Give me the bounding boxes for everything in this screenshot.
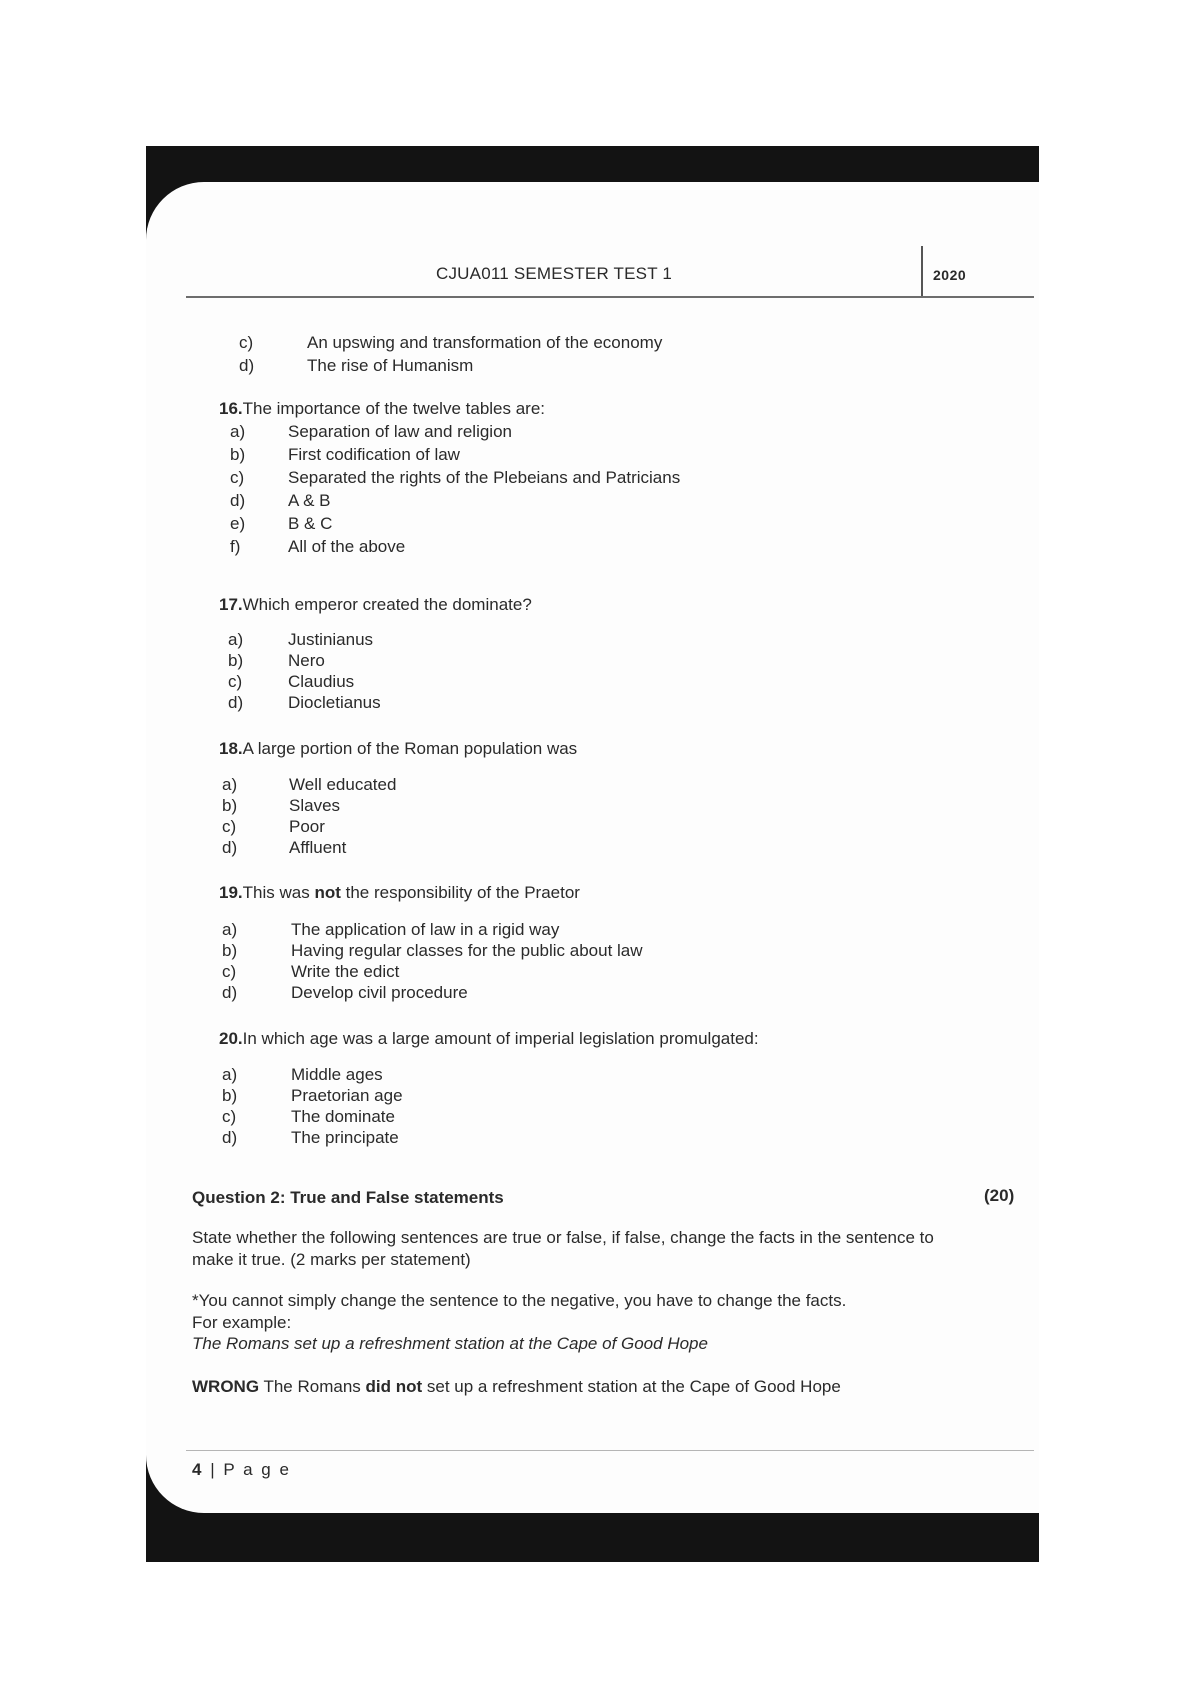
option-text: The dominate <box>291 1107 395 1126</box>
option-letter: a) <box>222 920 238 939</box>
option-letter: b) <box>222 796 238 815</box>
wrong-text-start: The Romans <box>259 1377 366 1396</box>
option-text: Well educated <box>289 775 397 794</box>
option-letter: a) <box>222 1065 238 1084</box>
question-text: The importance of the twelve tables are: <box>242 399 546 418</box>
option-letter: d) <box>228 693 244 712</box>
wrong-text-emphasis: did not <box>365 1377 423 1396</box>
page-header <box>186 246 1034 298</box>
question-stem <box>219 738 577 760</box>
scan-frame <box>146 146 1039 1562</box>
option-letter: c) <box>230 468 245 487</box>
question-text-emphasis: not <box>314 883 341 902</box>
option-letter: a) <box>228 630 244 649</box>
wrong-example <box>192 1376 841 1398</box>
footer-divider <box>186 1450 1034 1451</box>
page-label: | P a g e <box>203 1460 291 1479</box>
header-title: CJUA011 SEMESTER TEST 1 <box>436 264 673 283</box>
option-letter: b) <box>228 651 244 670</box>
instruction-line-2: make it true. (2 marks per statement) <box>192 1250 471 1269</box>
instruction-note: *You cannot simply change the sentence to the negative, you have to change the facts. <box>192 1291 847 1310</box>
question-text: Which emperor created the dominate? <box>242 595 532 614</box>
option-text: An upswing and transformation of the economy <box>307 333 663 352</box>
option-letter: a) <box>222 775 238 794</box>
page-number: 4 <box>192 1460 204 1479</box>
option-letter: f) <box>230 537 241 556</box>
option-text: The application of law in a rigid way <box>291 920 560 939</box>
option-letter: d) <box>222 983 238 1002</box>
option-text: Develop civil procedure <box>291 983 468 1002</box>
option-letter: e) <box>230 514 246 533</box>
option-letter: a) <box>230 422 246 441</box>
option-text: Having regular classes for the public about law <box>291 941 643 960</box>
section-marks: (20) <box>984 1186 1015 1205</box>
example-sentence: The Romans set up a refreshment station at the Cape of Good Hope <box>192 1334 708 1353</box>
option-letter: d) <box>222 1128 238 1147</box>
option-letter: b) <box>230 445 246 464</box>
header-divider <box>921 246 923 296</box>
question-number: 20. <box>219 1029 243 1048</box>
option-text: Nero <box>288 651 325 670</box>
option-text: Justinianus <box>288 630 374 649</box>
option-text: Claudius <box>288 672 355 691</box>
page-footer <box>192 1460 291 1480</box>
wrong-label: WRONG <box>192 1377 260 1396</box>
option-text: Separation of law and religion <box>288 422 512 441</box>
option-text: Poor <box>289 817 325 836</box>
wrong-text-end: set up a refreshment station at the Cape of Good Hope <box>422 1377 841 1396</box>
option-letter: c) <box>222 817 237 836</box>
option-letter: d) <box>239 356 255 375</box>
option-letter: c) <box>239 333 254 352</box>
option-text: Affluent <box>289 838 347 857</box>
question-number: 18. <box>219 739 243 758</box>
option-text: Diocletianus <box>288 693 381 712</box>
header-year: 2020 <box>933 267 967 283</box>
option-text: B & C <box>288 514 333 533</box>
question-number: 16. <box>219 399 243 418</box>
example-label: For example: <box>192 1313 292 1332</box>
option-letter: d) <box>222 838 238 857</box>
option-text: Middle ages <box>291 1065 383 1084</box>
question-stem <box>219 594 532 616</box>
option-text: Write the edict <box>291 962 400 981</box>
question-stem <box>219 882 580 904</box>
option-text: Praetorian age <box>291 1086 403 1105</box>
option-letter: d) <box>230 491 246 510</box>
option-letter: c) <box>222 962 237 981</box>
option-text: A & B <box>288 491 331 510</box>
question-text-end: the responsibility of the Praetor <box>340 883 580 902</box>
option-letter: b) <box>222 941 238 960</box>
question-text: In which age was a large amount of imperial legislation promulgated: <box>242 1029 759 1048</box>
option-text: Slaves <box>289 796 341 815</box>
option-text: Separated the rights of the Plebeians and Patricians <box>288 468 681 487</box>
option-text: The principate <box>291 1128 399 1147</box>
question-number: 17. <box>219 595 243 614</box>
document-page <box>146 182 1039 1513</box>
section-title: Question 2: True and False statements <box>192 1188 504 1207</box>
question-stem <box>219 1028 759 1050</box>
question-stem <box>219 398 545 420</box>
option-letter: b) <box>222 1086 238 1105</box>
question-text: A large portion of the Roman population was <box>242 739 578 758</box>
instruction-line-1: State whether the following sentences are true or false, if false, change the facts in the sentence to <box>192 1228 934 1247</box>
option-text: All of the above <box>288 537 406 556</box>
option-text: The rise of Humanism <box>307 356 474 375</box>
question-number: 19. <box>219 883 243 902</box>
question-text-start: This was <box>242 883 315 902</box>
option-letter: c) <box>222 1107 237 1126</box>
option-letter: c) <box>228 672 243 691</box>
option-text: First codification of law <box>288 445 460 464</box>
